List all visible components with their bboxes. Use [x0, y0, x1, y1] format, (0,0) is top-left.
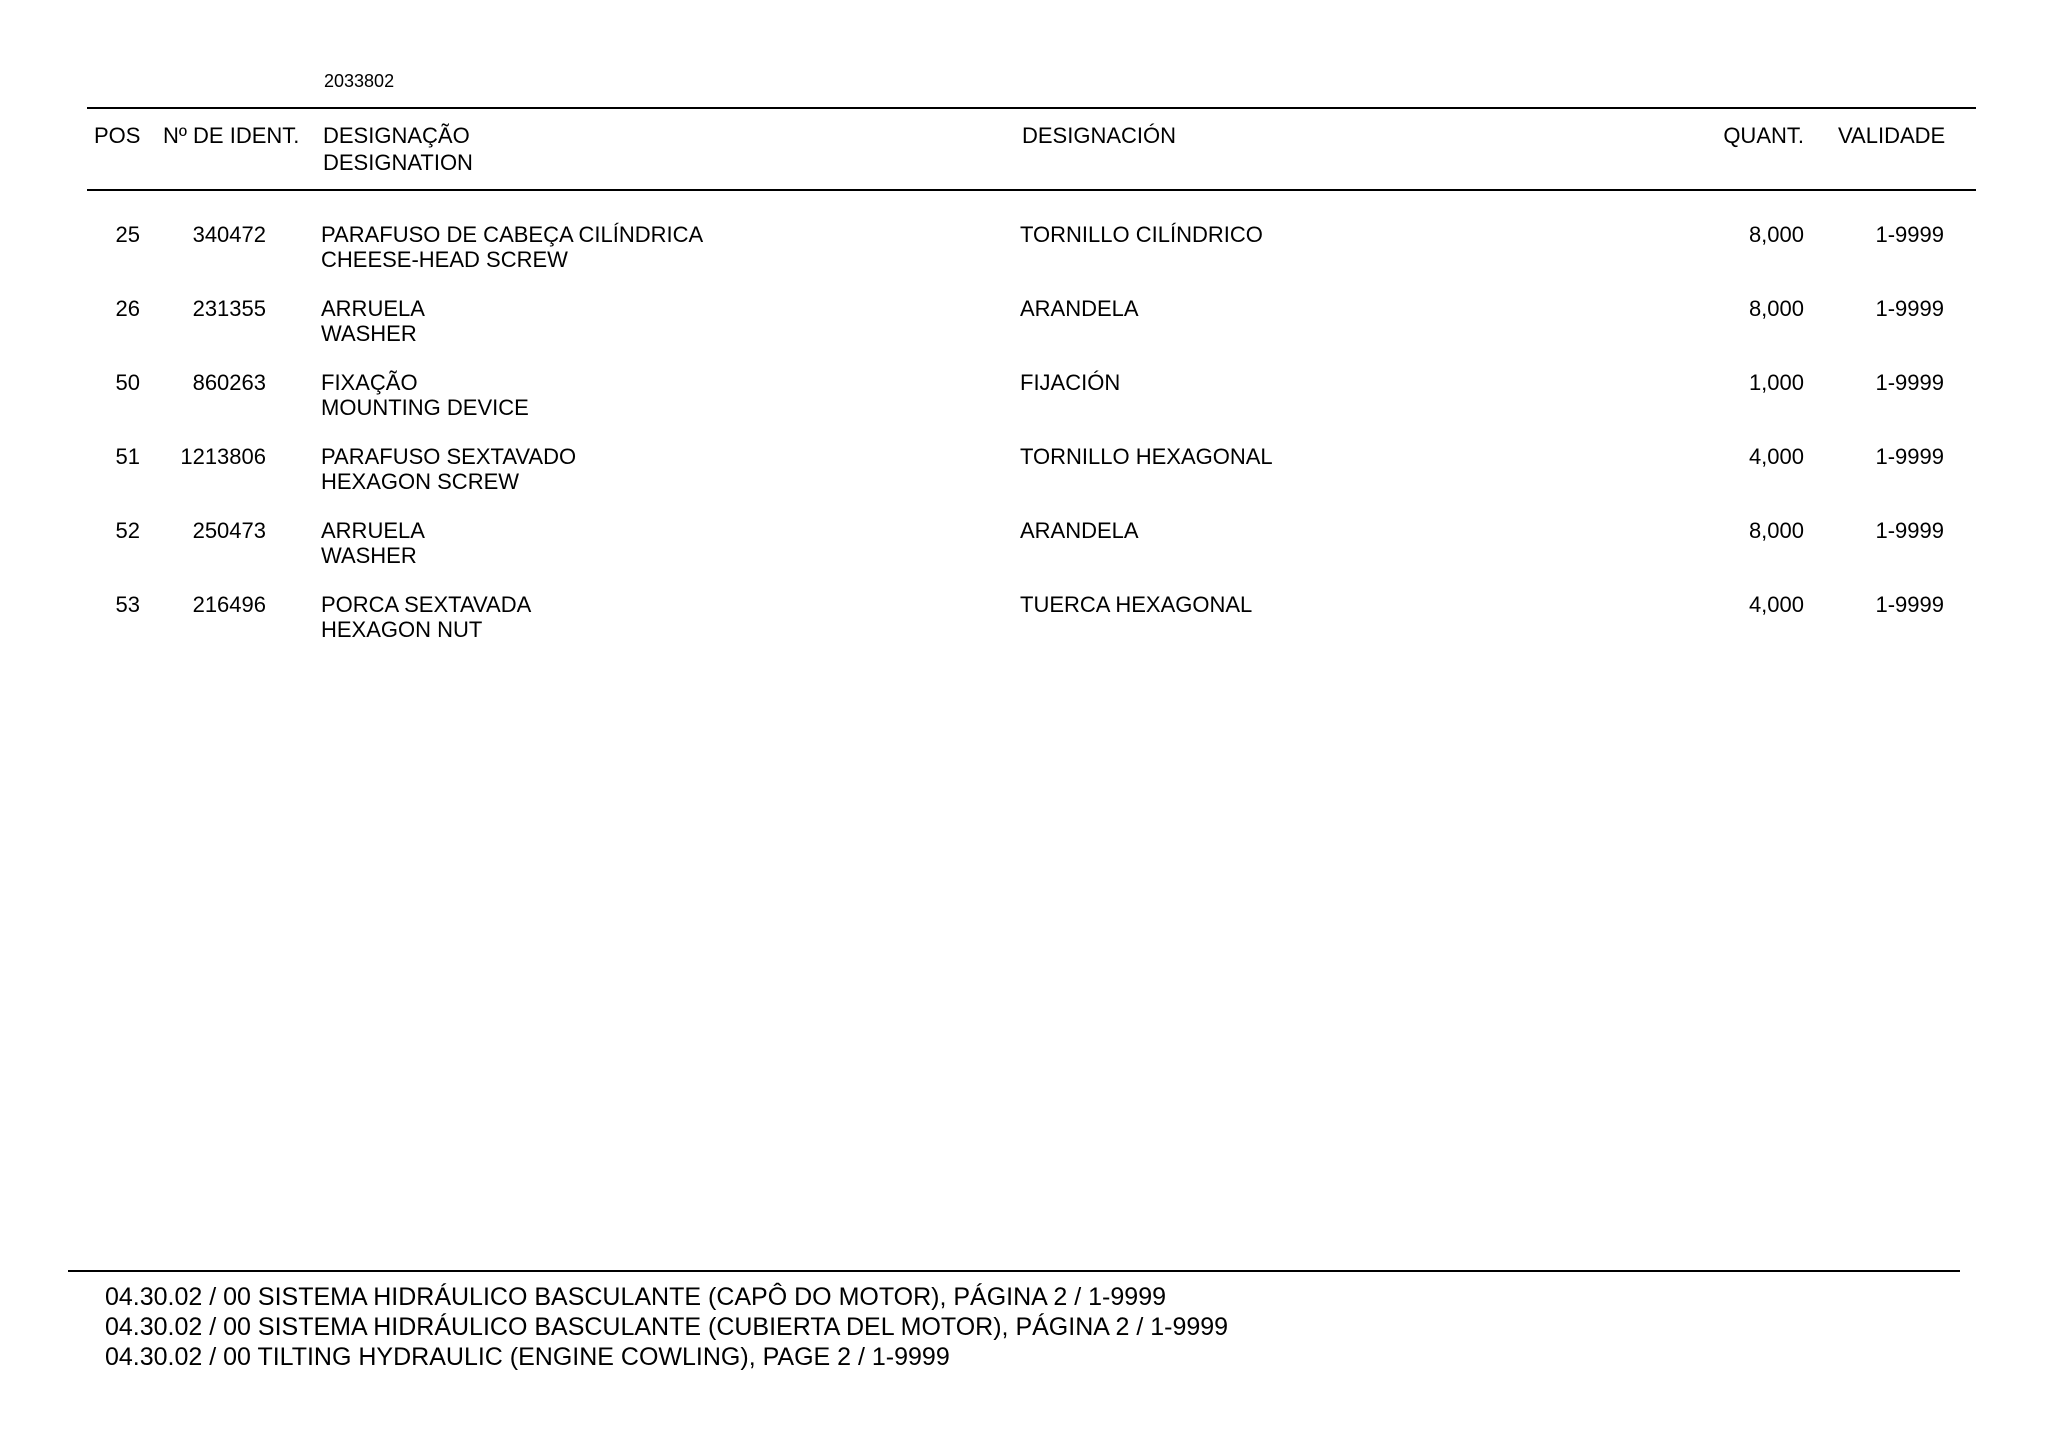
- column-header-designacion: DESIGNACIÓN: [1022, 123, 1177, 148]
- ident-cell: 231355: [192, 296, 266, 321]
- parts-table: [0, 222, 2048, 666]
- column-header-validade: VALIDADE: [1838, 123, 1946, 148]
- ident-cell: 1213806: [180, 444, 266, 469]
- designation-es: TORNILLO CILÍNDRICO: [1020, 222, 1263, 247]
- designation-en: WASHER: [321, 321, 417, 346]
- header-bottom-rule: [87, 189, 1976, 191]
- designation-pt: ARRUELA: [321, 296, 425, 321]
- designation-cell: [321, 444, 576, 494]
- footer-rule: [68, 1270, 1960, 1272]
- quant-cell: 1,000: [1748, 370, 1804, 395]
- table-row: [0, 296, 2048, 370]
- designation-pt: FIXAÇÃO: [321, 370, 418, 395]
- designation-pt: PARAFUSO SEXTAVADO: [321, 444, 577, 469]
- designation-es: FIJACIÓN: [1020, 370, 1121, 395]
- designation-en: WASHER: [321, 543, 417, 568]
- table-row: [0, 222, 2048, 296]
- table-row: [0, 444, 2048, 518]
- footer-line-pt: 04.30.02 / 00 SISTEMA HIDRÁULICO BASCULANTE (CAPÔ DO MOTOR), PÁGINA 2 / 1-9999: [105, 1283, 1166, 1311]
- footer-line-en: 04.30.02 / 00 TILTING HYDRAULIC (ENGINE COWLING), PAGE 2 / 1-9999: [105, 1343, 950, 1371]
- designation-es: TUERCA HEXAGONAL: [1020, 592, 1253, 617]
- designation-cell: [321, 592, 531, 642]
- validity-cell: 1-9999: [1875, 370, 1944, 395]
- validity-cell: 1-9999: [1875, 592, 1944, 617]
- designation-pt: ARRUELA: [321, 518, 425, 543]
- document-number: 2033802: [324, 71, 395, 91]
- table-row: [0, 518, 2048, 592]
- quant-cell: 4,000: [1748, 592, 1804, 617]
- designation-es: ARANDELA: [1020, 518, 1139, 543]
- designation-en: HEXAGON NUT: [321, 617, 483, 642]
- ident-cell: 340472: [192, 222, 266, 247]
- designation-cell: [321, 296, 425, 346]
- quant-cell: 4,000: [1748, 444, 1804, 469]
- pos-cell: 52: [115, 518, 140, 543]
- table-row: [0, 592, 2048, 666]
- quant-cell: 8,000: [1748, 518, 1804, 543]
- designation-cell: [321, 518, 425, 568]
- table-row: [0, 370, 2048, 444]
- pos-cell: 50: [115, 370, 140, 395]
- designation-pt: PORCA SEXTAVADA: [321, 592, 532, 617]
- quant-cell: 8,000: [1748, 222, 1804, 247]
- column-header-pos: POS: [94, 123, 141, 148]
- column-header-quant: QUANT.: [1723, 123, 1804, 148]
- page-footer: [105, 1282, 1228, 1372]
- pos-cell: 53: [115, 592, 140, 617]
- designation-pt: PARAFUSO DE CABEÇA CILÍNDRICA: [321, 222, 704, 247]
- column-header-designation: DESIGNATION: [323, 150, 473, 175]
- validity-cell: 1-9999: [1875, 296, 1944, 321]
- validity-cell: 1-9999: [1875, 444, 1944, 469]
- designation-en: MOUNTING DEVICE: [321, 395, 529, 420]
- designation-cell: [321, 222, 703, 272]
- ident-cell: 216496: [192, 592, 266, 617]
- designation-es: ARANDELA: [1020, 296, 1139, 321]
- column-header-designacao: DESIGNAÇÃO: [323, 123, 470, 148]
- validity-cell: 1-9999: [1875, 222, 1944, 247]
- footer-line-es: 04.30.02 / 00 SISTEMA HIDRÁULICO BASCULANTE (CUBIERTA DEL MOTOR), PÁGINA 2 / 1-9999: [105, 1313, 1229, 1341]
- pos-cell: 51: [115, 444, 140, 469]
- column-header-ident: Nº DE IDENT.: [163, 123, 300, 148]
- pos-cell: 26: [115, 296, 140, 321]
- quant-cell: 8,000: [1748, 296, 1804, 321]
- pos-cell: 25: [115, 222, 140, 247]
- ident-cell: 250473: [192, 518, 266, 543]
- designation-en: HEXAGON SCREW: [321, 469, 520, 494]
- designation-es: TORNILLO HEXAGONAL: [1020, 444, 1273, 469]
- validity-cell: 1-9999: [1875, 518, 1944, 543]
- ident-cell: 860263: [192, 370, 266, 395]
- designation-cell: [321, 370, 529, 420]
- header-top-rule: [87, 107, 1976, 109]
- designation-en: CHEESE-HEAD SCREW: [321, 247, 568, 272]
